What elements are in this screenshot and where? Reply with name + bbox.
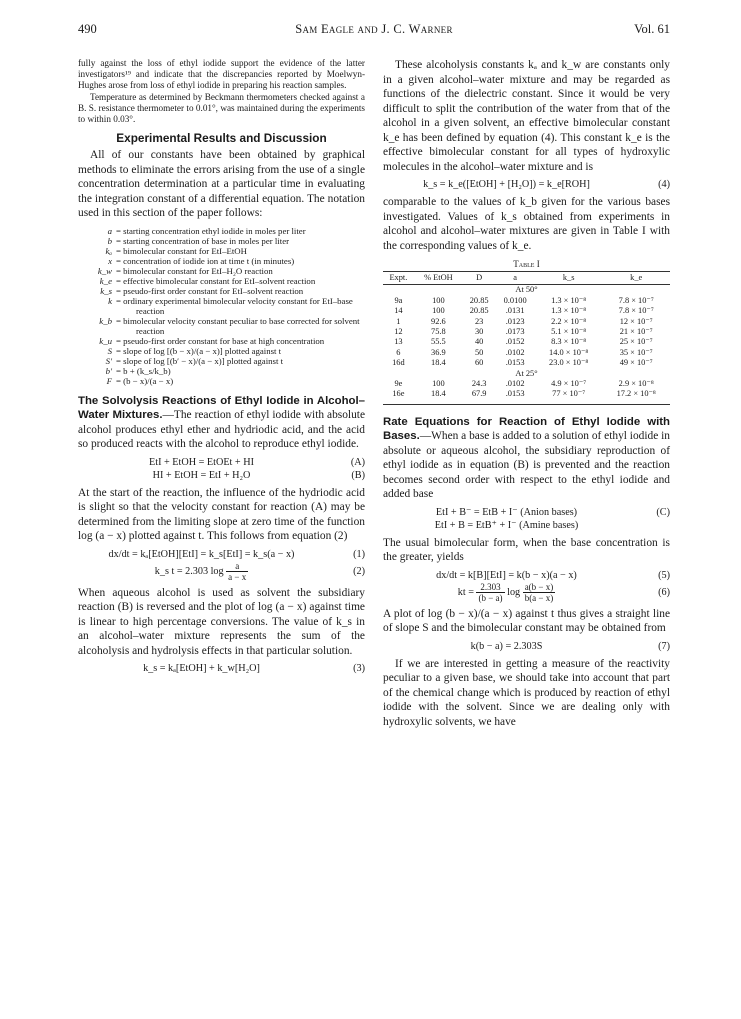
equation-c-amine: EtI + B = EtB⁺ + I⁻ (Amine bases) bbox=[434, 519, 579, 531]
table-cell: 50 bbox=[474, 347, 484, 357]
table-cell: 7.8 × 10⁻⁷ bbox=[618, 295, 654, 305]
equation-5: dx/dt = k[B][EtI] = k(b − x)(a − x) bbox=[436, 569, 577, 581]
table-row bbox=[383, 379, 670, 389]
notation-item bbox=[78, 316, 365, 336]
comparable-paragraph: comparable to the values of k_b given for the various bases investigated. Values of k_s obtained from experiments in alcohol and alcohol–water mixtures are given in Table I with the corresponding values of k_e. bbox=[383, 196, 670, 252]
table-cell: 40 bbox=[474, 337, 484, 347]
table-cell: 1.3 × 10⁻⁸ bbox=[551, 306, 587, 316]
notation-symbol: k_b bbox=[99, 315, 112, 326]
notation-symbol: k_e bbox=[99, 275, 112, 286]
notation-item bbox=[78, 296, 365, 316]
table-section-row bbox=[383, 369, 670, 379]
table-cell: 0.0100 bbox=[503, 295, 527, 305]
equation-4-block bbox=[383, 178, 670, 191]
notation-item bbox=[78, 226, 365, 236]
notation-item bbox=[78, 336, 365, 346]
table-cell: 23 bbox=[474, 316, 484, 326]
table-row bbox=[383, 348, 670, 358]
notation-symbol: S′ bbox=[105, 355, 112, 366]
notation-definition: = starting concentration ethyl iodide in moles per liter bbox=[116, 225, 306, 236]
table-cell: 100 bbox=[432, 379, 445, 389]
left-column bbox=[78, 58, 365, 679]
notation-symbol: k_w bbox=[97, 265, 112, 276]
equation-7-number: (7) bbox=[658, 640, 670, 652]
table-header-cell: D bbox=[463, 272, 495, 285]
notation-definition: = pseudo-first order constant for base at high concentration bbox=[116, 335, 325, 346]
table-cell: 24.3 bbox=[471, 379, 487, 389]
fraction-denominator: (b − a) bbox=[478, 592, 503, 603]
table-cell: .0152 bbox=[505, 337, 525, 347]
running-title: Sam Eagle and J. C. Warner bbox=[295, 22, 453, 36]
table-cell: 1 bbox=[396, 316, 401, 326]
table-cell: 21 × 10⁻⁷ bbox=[619, 327, 653, 337]
table-row bbox=[383, 317, 670, 327]
table-cell: 92.6 bbox=[431, 316, 446, 326]
volume-label: Vol. 61 bbox=[634, 22, 670, 36]
usual-paragraph: The usual bimolecular form, when the base concentration is the greater, yields bbox=[383, 536, 670, 564]
notation-item bbox=[78, 286, 365, 296]
table-cell: .0102 bbox=[505, 347, 525, 357]
table-cell: 18.4 bbox=[431, 358, 446, 368]
notation-definition: = concentration of iodide ion at time t (in minutes) bbox=[116, 255, 295, 266]
notation-item bbox=[78, 356, 365, 366]
start-paragraph: At the start of the reaction, the influence of the hydriodic acid is slight so that the velocity constant for reaction (A) may be determined from the limiting slope at zero time of the function log (a − x) plotted against t. This follows from equation (2) bbox=[78, 486, 365, 543]
table-header-cell: a bbox=[495, 272, 535, 285]
equation-1: dx/dt = kₐ[EtOH][EtI] = k_s[EtI] = k_s(a − x) bbox=[108, 548, 295, 560]
notation-item bbox=[78, 256, 365, 266]
notation-item bbox=[78, 246, 365, 256]
table-cell: 5.1 × 10⁻⁸ bbox=[551, 327, 587, 337]
section-heading-results: Experimental Results and Discussion bbox=[116, 131, 327, 146]
equation-6-log: log bbox=[507, 586, 521, 598]
notation-definition: = bimolecular constant for EtI–EtOH bbox=[116, 245, 248, 256]
plot-paragraph: A plot of log (b − x)/(a − x) against t thus gives a straight line of slope S and the bimolecular constant may be obtained from bbox=[383, 607, 670, 635]
notation-item bbox=[78, 236, 365, 246]
notation-definition: = starting concentration of base in moles per liter bbox=[116, 235, 290, 246]
rate-text: —When a base is added to a solution of ethyl iodide in absolute or aqueous alcohol, the subsidiary reproduction of ethyl iodide as in equation (B) is prevented and the reaction becomes second order with respect to the ethyl iodide and added base bbox=[383, 430, 670, 501]
equation-4-number: (4) bbox=[658, 179, 670, 190]
equation-7-block bbox=[383, 640, 670, 653]
table-cell: .0102 bbox=[505, 379, 525, 389]
aqueous-paragraph: When aqueous alcohol is used as solvent the subsidiary reaction (B) is reversed and the plot of log (a − x) against time is linear to high percentage conversions. The value of k_s in an alcohol–water mixture represents the sum of the alcoholysis and hydrolysis effects in that particular solution. bbox=[78, 586, 365, 657]
table-caption: Table I bbox=[513, 259, 540, 269]
solvolysis-heading: The Solvolysis Reactions of Ethyl Iodide in Alcohol–Water Mixtures. bbox=[78, 394, 365, 422]
table-cell: 6 bbox=[396, 347, 401, 357]
notation-symbol: kₐ bbox=[105, 245, 112, 256]
notation-symbol: k bbox=[108, 295, 112, 306]
table-cell: .0153 bbox=[505, 358, 525, 368]
solvolysis-text: —The reaction of ethyl iodide with absolute alcohol produces ethyl ether and hydriodic acid, and the acid so produced reacts with the alcohol to reproduce ethyl iodide. bbox=[78, 409, 365, 451]
table-cell: 49 × 10⁻⁷ bbox=[619, 358, 653, 368]
fraction-denominator: a − x bbox=[228, 571, 247, 582]
table-cell: 9e bbox=[394, 379, 403, 389]
table-cell: .0123 bbox=[505, 316, 525, 326]
table-cell: 18.4 bbox=[431, 389, 446, 399]
table-row bbox=[383, 296, 670, 306]
table-cell: 12 bbox=[394, 327, 403, 337]
notation-definition: = bimolecular constant for EtI–H₂O reaction bbox=[116, 265, 273, 276]
equation-4: k_s = k_e([EtOH] + [H₂O]) = k_e[ROH] bbox=[423, 179, 590, 190]
fraction-numerator: a bbox=[226, 561, 248, 572]
equation-b-number: (B) bbox=[351, 469, 365, 481]
table-section-label: At 25° bbox=[515, 368, 538, 378]
notation-list bbox=[78, 226, 365, 386]
table-cell: 77 × 10⁻⁷ bbox=[552, 389, 586, 399]
equation-2-fraction bbox=[226, 561, 248, 582]
equation-1-number: (1) bbox=[353, 548, 365, 560]
notation-symbol: x bbox=[108, 255, 112, 266]
table-row bbox=[383, 306, 670, 316]
table-cell: 55.5 bbox=[431, 337, 446, 347]
notation-symbol: a bbox=[107, 225, 112, 236]
table-cell: 30 bbox=[474, 327, 484, 337]
table-cell: 67.9 bbox=[471, 389, 487, 399]
notation-symbol: b bbox=[107, 235, 112, 246]
table-cell: 23.0 × 10⁻⁸ bbox=[549, 358, 589, 368]
notation-symbol: F bbox=[106, 375, 112, 386]
notation-definition: = slope of log [(b − x)/(a − x)] plotted against t bbox=[116, 345, 282, 356]
table-header-row bbox=[383, 272, 670, 285]
table-section-label: At 50° bbox=[515, 285, 538, 295]
table-cell: .0173 bbox=[505, 327, 525, 337]
notation-item bbox=[78, 366, 365, 376]
table-header-cell: k_e bbox=[602, 272, 670, 285]
equation-5-number: (5) bbox=[658, 569, 670, 581]
notation-definition: = (b − x)/(a − x) bbox=[116, 375, 174, 386]
equation-c-anion: EtI + B⁻ = EtB + I⁻ (Anion bases) bbox=[435, 506, 578, 518]
equations-c bbox=[383, 506, 670, 532]
equation-b: HI + EtOH = EtI + H₂O bbox=[152, 469, 251, 481]
intro-paragraph-1: fully against the loss of ethyl iodide support the evidence of the latter investigators¹⁹ and indicate that the discrepancies reported by Moelwyn-Hughes arose from loss of ethyl iodide in preparing his reaction samples. bbox=[78, 58, 365, 91]
equation-2-lhs: k_s t = 2.303 log bbox=[154, 565, 224, 577]
table-cell: 100 bbox=[432, 306, 445, 316]
table-cell: 14 bbox=[394, 306, 403, 316]
table-cell: 14.0 × 10⁻⁸ bbox=[549, 347, 589, 357]
equation-6-number: (6) bbox=[658, 586, 670, 598]
table-cell: 13 bbox=[394, 337, 403, 347]
fraction-numerator: a(b − x) bbox=[524, 581, 554, 592]
table-cell: 35 × 10⁻⁷ bbox=[619, 347, 653, 357]
equations-5-6 bbox=[383, 569, 670, 603]
table-cell: 25 × 10⁻⁷ bbox=[619, 337, 653, 347]
equation-a-number: (A) bbox=[350, 456, 365, 468]
notation-definition: = b + (k_s/k_b) bbox=[116, 365, 171, 376]
table-cell: 4.9 × 10⁻⁷ bbox=[551, 379, 587, 389]
equation-7: k(b − a) = 2.303S bbox=[470, 640, 543, 652]
fraction-denominator: b(a − x) bbox=[524, 592, 554, 603]
table-cell: 36.9 bbox=[431, 347, 446, 357]
equation-3-block bbox=[78, 662, 365, 675]
equation-3-number: (3) bbox=[353, 663, 365, 675]
rate-heading: Rate Equations for Reaction of Ethyl Iodide with Bases. bbox=[383, 415, 670, 443]
table-bottom-rule bbox=[383, 400, 670, 405]
equation-2-number: (2) bbox=[353, 565, 365, 577]
notation-item bbox=[78, 376, 365, 386]
right-column bbox=[383, 58, 670, 729]
equation-3: k_s = kₐ[EtOH] + k_w[H₂O] bbox=[143, 663, 260, 675]
table-cell: 20.85 bbox=[469, 306, 489, 316]
notation-item bbox=[78, 276, 365, 286]
table-cell: .0131 bbox=[505, 306, 525, 316]
equation-6-fraction-1 bbox=[476, 582, 504, 603]
table-cell: 16e bbox=[392, 389, 405, 399]
table-cell: 9a bbox=[394, 295, 403, 305]
notation-symbol: b′ bbox=[105, 365, 112, 376]
table-cell: 75.8 bbox=[431, 327, 446, 337]
table-row bbox=[383, 389, 670, 399]
constants-paragraph: These alcoholysis constants kₐ and k_w are constants only in a given alcohol–water mixture and may be regarded as functions of the dielectric constant. Since it would be very difficult to split the contribution of the water from that of the alcohol in a given solvent, an effective bimolecular constant k_e has been defined by equation (4). This constant k_e is the effective bimolecular constant for all types of hydroxylic molecules in the alcohol–water mixture and is bbox=[383, 59, 670, 173]
notation-symbol: k_s bbox=[100, 285, 112, 296]
table-cell: 100 bbox=[432, 295, 445, 305]
notation-symbol: k_u bbox=[99, 335, 112, 346]
equation-6-lhs: kt = bbox=[457, 586, 474, 598]
table-header-cell: k_s bbox=[535, 272, 603, 285]
notation-symbol: S bbox=[107, 345, 112, 356]
notation-definition: = bimolecular velocity constant peculiar to base corrected for solvent reaction bbox=[116, 315, 360, 336]
intro-paragraph-2: Temperature as determined by Beckmann thermometers checked against a B. S. resistance thermometer to 0.01°, was maintained during the experiments to within 0.03°. bbox=[78, 91, 365, 125]
notation-definition: = slope of log [(b′ − x)/(a − x)] plotted against t bbox=[116, 355, 284, 366]
table-cell: 12 × 10⁻⁷ bbox=[619, 316, 653, 326]
table-cell: 2.2 × 10⁻⁸ bbox=[551, 316, 587, 326]
table-1 bbox=[383, 271, 670, 405]
equation-6-fraction-2 bbox=[523, 582, 556, 603]
table-row bbox=[383, 337, 670, 347]
notation-item bbox=[78, 266, 365, 276]
table-header-cell: % EtOH bbox=[414, 272, 463, 285]
page-number: 490 bbox=[78, 22, 97, 36]
table-cell: 7.8 × 10⁻⁷ bbox=[618, 306, 654, 316]
table-cell: 17.2 × 10⁻⁸ bbox=[616, 389, 656, 399]
table-row bbox=[383, 327, 670, 337]
notation-item bbox=[78, 346, 365, 356]
equations-a-b bbox=[78, 456, 365, 482]
fraction-numerator: 2.303 bbox=[476, 582, 504, 593]
equation-a: EtI + EtOH = EtOEt + HI bbox=[149, 456, 254, 468]
table-row bbox=[383, 358, 670, 368]
notation-definition: = pseudo-first order constant for EtI–solvent reaction bbox=[116, 285, 304, 296]
notation-definition: = effective bimolecular constant for EtI–solvent reaction bbox=[116, 275, 316, 286]
table-cell: 60 bbox=[474, 358, 484, 368]
equation-6 bbox=[383, 582, 630, 603]
equation-c-number: (C) bbox=[656, 506, 670, 518]
table-cell: 2.9 × 10⁻⁸ bbox=[618, 379, 654, 389]
equation-2 bbox=[78, 561, 325, 582]
interested-paragraph: If we are interested in getting a measure of the reactivity peculiar to a given base, we should take into account that part of the chemical change which is produced by reaction of ethyl iodide with the solvent. Since we are dealing only with hydroxylic solvents, we have bbox=[383, 657, 670, 728]
page-header bbox=[78, 22, 670, 40]
table-cell: 20.85 bbox=[469, 295, 489, 305]
notation-definition: = ordinary experimental bimolecular velocity constant for EtI–base reaction bbox=[116, 295, 353, 316]
table-header-cell: Expt. bbox=[383, 272, 414, 285]
solvolysis-paragraph bbox=[78, 394, 365, 452]
table-cell: .0153 bbox=[505, 389, 525, 399]
table-cell: 8.3 × 10⁻⁸ bbox=[551, 337, 587, 347]
equations-1-2 bbox=[78, 548, 365, 582]
table-cell: 16d bbox=[392, 358, 405, 368]
table-section-row bbox=[383, 285, 670, 296]
rate-paragraph bbox=[383, 415, 670, 502]
results-paragraph: All of our constants have been obtained by graphical methods to eliminate the errors arising from the use of a single concentration determination at a particular time in evaluating the integration constant of a differential equation. The notation used in this section of the paper follows: bbox=[78, 149, 365, 220]
table-cell: 1.3 × 10⁻⁸ bbox=[551, 295, 587, 305]
